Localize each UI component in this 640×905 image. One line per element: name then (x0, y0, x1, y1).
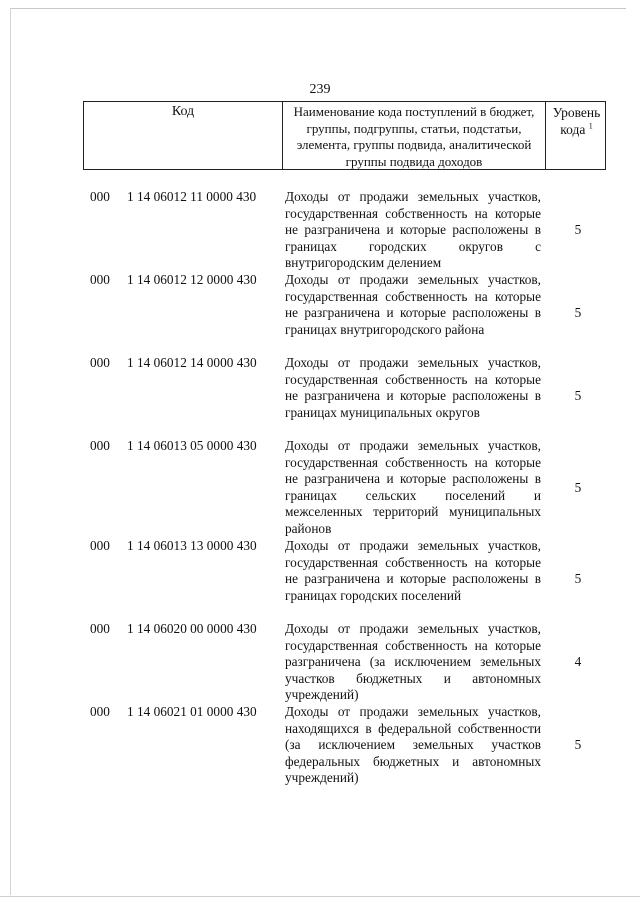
scan-edge-bottom (0, 896, 640, 897)
row-admin-code: 000 (90, 704, 110, 719)
row-admin-code: 000 (90, 189, 110, 204)
scan-edge-left (10, 8, 11, 895)
header-name-label: Наименование кода поступлений в бюджет, группы, подгруппы, статьи, подстатьи, элемента, группы подвида, аналитической группы подвида доходов (293, 104, 535, 169)
row-admin-code: 000 (90, 355, 110, 370)
row-admin-code: 000 (90, 272, 110, 287)
row-admin-code: 000 (90, 538, 110, 553)
row-budget-code: 1 14 06020 00 0000 430 (127, 621, 257, 636)
header-code-label: Код (171, 104, 195, 119)
row-level: 5 (574, 571, 582, 586)
row-budget-code: 1 14 06013 05 0000 430 (127, 438, 257, 453)
row-description: Доходы от продажи земельных участков, находящихся в федеральной собственности (за исключением земельных участков федеральных бюджетных и автономных учреждений) (285, 704, 541, 786)
header-level-footnote: 1 (588, 121, 593, 131)
row-description: Доходы от продажи земельных участков, государственная собственность на которые не разграничена и которые расположены в границах внутригородского района (285, 272, 541, 337)
header-level-label-line2: кода (560, 122, 586, 137)
table-header (83, 101, 606, 170)
header-code-cell (84, 102, 283, 169)
row-level: 5 (574, 222, 582, 237)
row-description: Доходы от продажи земельных участков, государственная собственность на которые не разграничена и которые расположены в границах сельских поселений и межселенных территорий муниципальных районов (285, 438, 541, 536)
row-budget-code: 1 14 06013 13 0000 430 (127, 538, 257, 553)
row-budget-code: 1 14 06021 01 0000 430 (127, 704, 257, 719)
row-description: Доходы от продажи земельных участков, государственная собственность на которые разграничена (за исключением земельных участков бюджетных и автономных учреждений) (285, 621, 541, 703)
row-admin-code: 000 (90, 621, 110, 636)
header-level-label: Уровень (552, 105, 601, 120)
scan-edge-top (10, 8, 626, 9)
row-level: 5 (574, 388, 582, 403)
row-level: 5 (574, 737, 582, 752)
row-level: 5 (574, 305, 582, 320)
header-level-cell (546, 102, 607, 169)
header-name-cell (283, 102, 546, 169)
row-description: Доходы от продажи земельных участков, государственная собственность на которые не разграничена и которые расположены в границах городских округов с внутригородским делением (285, 189, 541, 271)
row-admin-code: 000 (90, 438, 110, 453)
row-level: 5 (574, 480, 582, 495)
row-level: 4 (574, 654, 582, 669)
row-description: Доходы от продажи земельных участков, государственная собственность на которые не разграничена и которые расположены в границах муниципальных округов (285, 355, 541, 420)
row-budget-code: 1 14 06012 12 0000 430 (127, 272, 257, 287)
page-number: 239 (309, 82, 331, 97)
row-budget-code: 1 14 06012 14 0000 430 (127, 355, 257, 370)
row-budget-code: 1 14 06012 11 0000 430 (127, 189, 257, 204)
row-description: Доходы от продажи земельных участков, государственная собственность на которые не разграничена и которые расположены в границах городских поселений (285, 538, 541, 603)
